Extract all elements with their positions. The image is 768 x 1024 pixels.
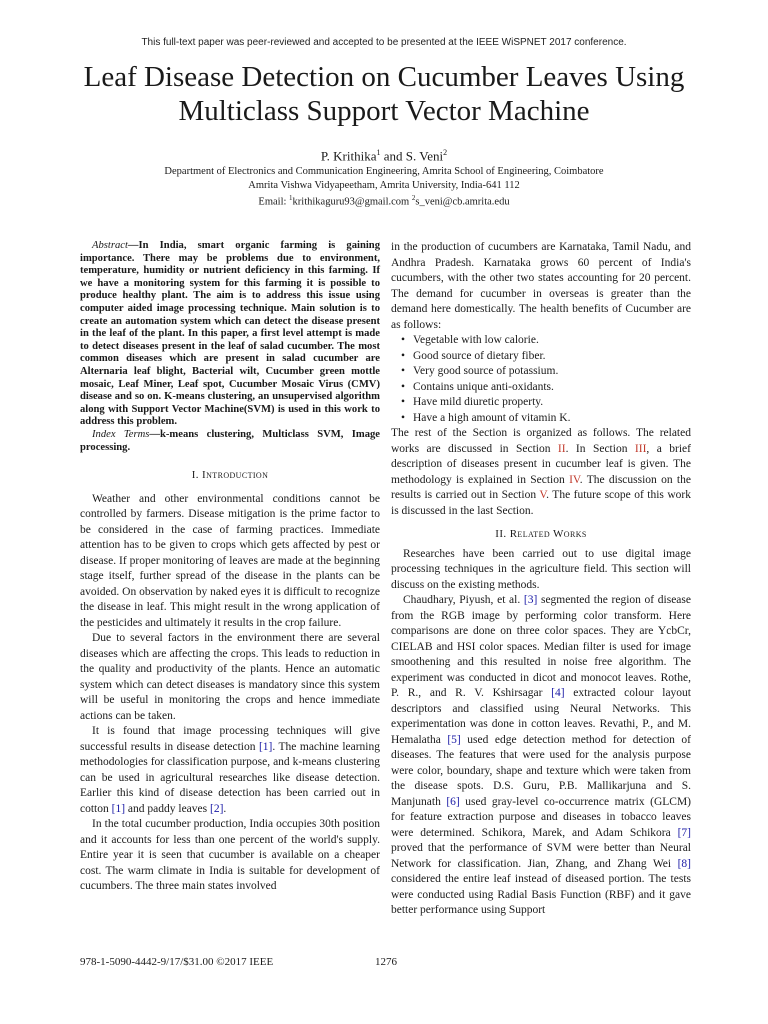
outline-text-b: . In Section <box>565 442 635 455</box>
email-2: s_veni@cb.amrita.edu <box>415 196 510 208</box>
author-list <box>0 148 768 164</box>
related-text-f: proved that the performance of SVM were better than Neural Network for classification. Jian, Zhang, and Zhang Wei <box>391 842 691 870</box>
list-item: • Very good source of potassium. <box>413 364 691 380</box>
index-terms-dash: — <box>149 428 160 440</box>
section-link[interactable]: IV <box>569 473 580 486</box>
right-paragraph-2 <box>391 426 691 519</box>
intro-paragraph-2: Due to several factors in the environment there are several diseases which are affecting the crops. This leads to reduction in the quality and productivity of the plants. Hence an automatic system which can detect diseases is mandatory since this system will be useful in monitoring the crops and hence immediate actions can be taken. <box>80 632 380 722</box>
related-text-d: used edge detection method for detection of diseases. The features that were used for the analysis purpose were color, boundary, shape and texture which were taken from the disease spots. D.S. Guru, P.B. Mallikarjuna and S. Manjunath <box>391 733 691 808</box>
right-column <box>391 240 691 919</box>
intro-paragraph-3 <box>80 724 380 817</box>
affiliation-line-1: Department of Electronics and Communication Engineering, Amrita School of Engineering, Coimbatore <box>164 166 604 177</box>
section-link[interactable]: III <box>634 442 647 455</box>
index-terms-label: Index Terms <box>92 428 150 440</box>
citation-link[interactable]: [2] <box>210 802 224 815</box>
citation-link[interactable]: [4] <box>551 687 565 699</box>
conference-note: This full-text paper was peer-reviewed and accepted to be presented at the IEEE WiSPNET 2017 conference. <box>141 37 627 48</box>
related-text-a: Chaudhary, Piyush, et al. <box>403 594 524 606</box>
citation-link[interactable]: [1] <box>258 740 273 753</box>
list-item: • Vegetable with low calorie. <box>413 333 691 349</box>
list-item: • Good source of dietary fiber. <box>413 349 691 365</box>
citation-link[interactable]: [1] <box>111 802 126 815</box>
list-item: • Have a high amount of vitamin K. <box>413 411 691 427</box>
abstract-text: In India, smart organic farming is gaining importance. There may be problems due to environment, temperature, humidity or nutrient deficiency in this farming. If we have a monitoring system for this farming it is possible to produce healthy plant. The aim is to address this issue using computer aided image processing technique. Main solution is to create an automation system which can detect the disease present in the leaf of the plant. In this paper, a first level attempt is made to detect diseases present in the leaf of salad cucumber. The most common diseases which are present in salad cucumber are Alternaria leaf blight, Bacterial wilt, Cucumber green mottle mosaic, Leaf Miner, Leaf spot, Cucumber Mosaic Virus (CMV) disease and so on. K-means clustering, an unsupervised algorithm along with Support Vector Machine(SVM) is used in this work to address this problem. <box>80 240 380 428</box>
list-item: • Contains unique anti-oxidants. <box>413 380 691 396</box>
benefits-list <box>391 333 691 426</box>
right-paragraph-1: in the production of cucumbers are Karnataka, Tamil Nadu, and Andhra Pradesh. Karnataka grows 60 percent of India's cucumbers, with the other two states accounting for 20 percent. The demand for cucumber in overseas is greater than the demand here domestically. The health benefits of Cucumber are as follows: <box>391 241 691 331</box>
list-item: • Have mild diuretic property. <box>413 395 691 411</box>
author-and: and <box>380 148 406 164</box>
citation-link[interactable]: [7] <box>677 826 691 839</box>
paper-title: Leaf Disease Detection on Cucumber Leaves Using Multiclass Support Vector Machine <box>83 61 685 127</box>
abstract-dash: — <box>127 240 139 251</box>
section-heading-introduction: I. Introduction <box>191 469 269 482</box>
outline-text-a: The rest of the Section is organized as follows. The related works are discussed in Section <box>391 427 691 455</box>
related-text-b: segmented the region of disease from the RGB image by performing color transform. Here comparisons are done on three color spaces. They are YcbCr, CIELAB and HSI color spaces. Median filter is used for image smoothening and this resulted in noise free algorithm. The experiment was conducted in dicot and monocot leaves. Rothe, P. R., and R. V. Kshirsagar <box>391 594 691 699</box>
citation-link[interactable]: [3] <box>523 594 538 606</box>
index-terms-text: k-means clustering, Multiclass SVM, Image processing. <box>80 428 380 453</box>
intro-p3-text-b: . The machine learning methodologies for classification purpose, and k-means clustering can be used in agricultural researches like disease detection. Earlier this kind of disease detection has been carried out in cotton <box>80 740 380 815</box>
abstract <box>80 240 380 429</box>
abstract-label: Abstract <box>92 240 128 251</box>
intro-p3-text-c: and paddy leaves <box>125 802 210 815</box>
section-link[interactable]: V <box>539 489 547 501</box>
index-terms <box>80 429 380 454</box>
affiliation <box>0 165 768 209</box>
outline-text-e: . The future scope of this work is discussed in the last Section. <box>391 489 691 517</box>
email-sup-2: 2 <box>411 194 416 202</box>
email-line <box>0 192 768 209</box>
section-heading-related-works: II. Related Works <box>495 528 587 540</box>
author-2: S. Veni <box>405 148 444 164</box>
intro-p3-text-a: It is found that image processing techniques will give successful results in disease detection <box>80 725 380 753</box>
citation-link[interactable]: [6] <box>446 795 460 808</box>
left-column <box>80 240 380 895</box>
email-1: krithikaguru93@gmail.com <box>292 196 412 208</box>
intro-p3-text-d: . <box>223 802 227 815</box>
email-sup-1: 1 <box>289 194 293 202</box>
author-1: P. Krithika <box>320 148 377 164</box>
intro-paragraph-1: Weather and other environmental conditions cannot be controlled by farmers. Disease mitigation is the prime factor to be considered in the case of farming practices. Immediate attention has to be given to crops which gets affected by pest or disease. If proper monitoring of leaves are made at the beginning stage itself, further spread of the disease in the plants can be avoided. On observation by naked eyes it is difficult to recognize the disease in leaf. This might result in the wrong application of the pesticides and ultimately it results in the crop failure. <box>80 492 380 629</box>
outline-text-d: . The discussion on the results is carried out in Section <box>391 473 691 501</box>
author-2-sup: 2 <box>443 148 448 157</box>
related-paragraph-1: Researches have been carried out to use digital image processing techniques in the agriculture field. This section will discuss on the existing methods. <box>391 547 691 591</box>
citation-link[interactable]: [8] <box>677 857 691 870</box>
email-label: Email: <box>258 196 290 208</box>
page-number: 1276 <box>375 956 397 968</box>
citation-link[interactable]: [5] <box>447 733 461 746</box>
outline-text-c: , a brief description of diseases present in cucumber leaf is given. The methodology is explained in Section <box>391 442 691 486</box>
author-1-sup: 1 <box>376 148 381 157</box>
intro-paragraph-4: In the total cucumber production, India occupies 30th position and it accounts for less than one percent of the world's supply. Entire year it is seen that cucumber is available on a cheaper cost. The warm climate in India is suitable for development of cucumbers. The three main states involved <box>80 818 380 893</box>
related-text-c: extracted colour layout descriptors and classified using Neural Networks. This experimentation was done in cotton leaves. Revathi, P., and M. Hemalatha <box>391 687 691 746</box>
affiliation-line-2: Amrita Vishwa Vidyapeetham, Amrita University, India-641 112 <box>248 179 520 191</box>
related-paragraph-2 <box>391 593 691 919</box>
related-text-e: used gray-level co-occurrence matrix (GLCM) for feature extraction purpose and diseases in tobacco leaves were determined. Schikora, Marek, and Adam Schikora <box>391 795 692 839</box>
copyright-footer: 978-1-5090-4442-9/17/$31.00 ©2017 IEEE <box>80 956 274 968</box>
related-text-g: considered the entire leaf instead of diseased portion. The tests were conducted using Radial Basis Function (RBF) and it gave better performance using Support <box>391 873 691 916</box>
section-link[interactable]: II <box>557 442 566 455</box>
